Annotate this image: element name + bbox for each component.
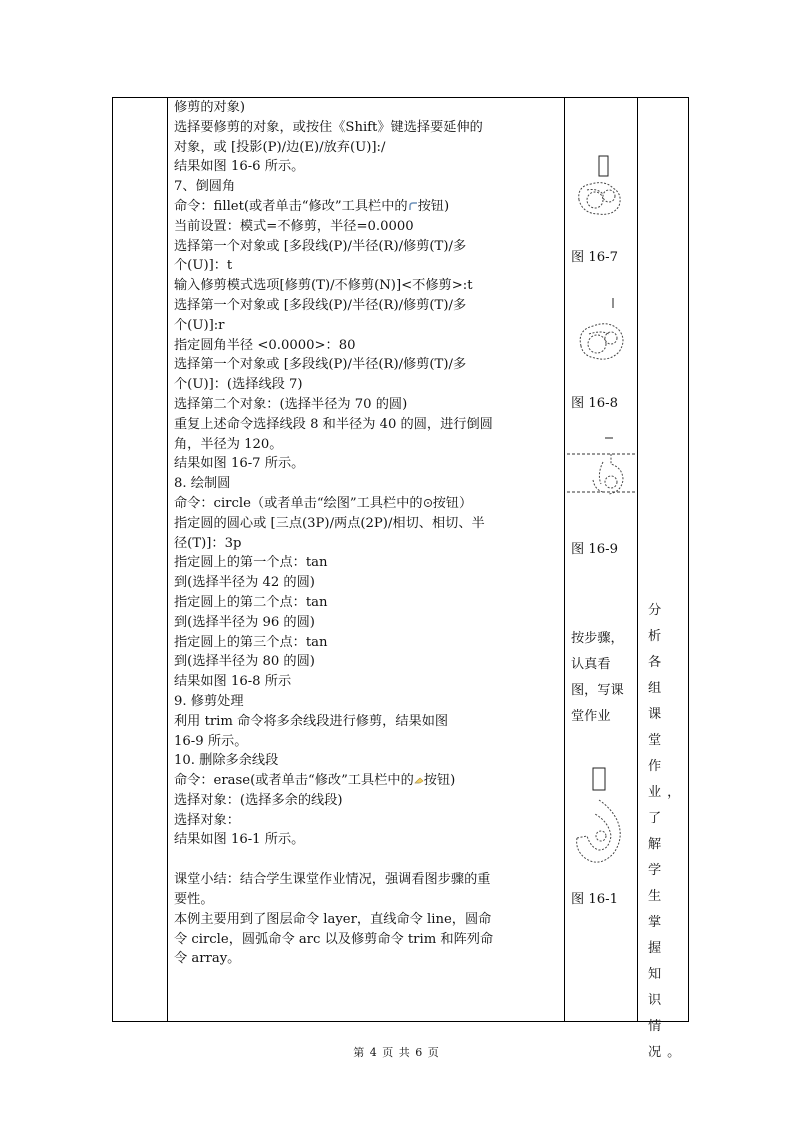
step-text: 按钮） [432,495,473,511]
step-line: 选择第一个对象或 [多段线(P)/半径(R)/修剪(T)/多 [174,357,467,373]
erase-icon [414,772,424,782]
step-line: 修剪的对象) [174,100,246,115]
instruction-note [571,626,633,730]
figure-caption: 图 16-8 [571,396,619,411]
circle-icon [423,495,433,505]
instruction-line: 认真看 [571,657,611,672]
step-line: 到(选择半径为 96 的圆) [174,614,315,630]
step-line [174,494,558,514]
step-line: 选择对象：(选择多余的线段) [174,792,343,808]
step-line: 角，半径为 120。 [174,436,283,452]
step-text: 命令：circle（或者单击“绘图”工具栏中的 [174,495,423,511]
figure-16-9-drawing [567,434,635,504]
step-line: 选择第一个对象或 [多段线(P)/半径(R)/修剪(T)/多 [174,238,467,254]
step-line: 选择要修剪的对象，或按住《Shift》键选择要延伸的 [174,119,483,135]
step-heading: 7、倒圆角 [174,179,236,195]
step-line: 指定圆的圆心或 [三点(3P)/两点(2P)/相切、相切、半 [174,515,485,531]
figure-caption: 图 16-1 [571,892,619,907]
summary-line: 令 circle，圆弧命令 arc 以及修剪命令 trim 和阵列命 [174,931,494,947]
step-line: 到(选择半径为 42 的圆) [174,575,315,591]
step-line: 结果如图 16-8 所示 [174,674,292,690]
instruction-line: 堂作业 [571,709,611,724]
figures-column [565,98,637,1021]
step-line: 个(U)]：(选择线段 7) [174,377,303,393]
page-footer: 第 4 页 共 6 页 [353,1046,440,1059]
step-heading: 8. 绘制圆 [174,476,231,492]
blank-line [174,850,558,870]
remark-cell [638,98,689,1060]
step-line: 个(U)]:r [174,317,225,333]
step-line: 结果如图 16-1 所示。 [174,832,305,848]
step-line: 重复上述命令选择线段 8 和半径为 40 的圆，进行倒圆 [174,416,493,432]
figure-caption: 图 16-9 [571,542,619,557]
figure-caption: 图 16-7 [571,250,619,265]
step-line: 选择对象： [174,812,240,828]
step-line: 到(选择半径为 80 的圆) [174,654,315,670]
step-heading: 9. 修剪处理 [174,693,244,709]
figure-16-7-drawing [569,154,633,224]
step-line: 选择第一个对象或 [多段线(P)/半径(R)/修剪(T)/多 [174,297,467,313]
step-line [174,771,558,791]
step-line: 利用 trim 命令将多余线段进行修剪，结果如图 [174,713,449,729]
figure-16-8-drawing [569,296,633,366]
step-line: 16-9 所示。 [174,733,248,749]
step-line: 选择第二个对象：(选择半径为 70 的圆) [174,396,408,412]
fillet-icon [408,198,418,208]
instruction-line: 图，写课 [571,683,624,698]
step-heading: 10. 删除多余线段 [174,753,279,769]
summary-line: 要性。 [174,892,214,908]
step-line: 径(T)]：3p [174,535,242,551]
step-text: 命令：erase(或者单击“修改”工具栏中的 [174,773,414,789]
step-text: 按钮) [423,773,456,789]
steps-cell [168,98,565,1022]
step-line: 指定圆上的第三个点：tan [174,634,328,650]
step-line: 输入修剪模式选项[修剪(T)/不修剪(N)]<不修剪>:t [174,278,473,294]
figures-cell [565,98,638,1022]
step-line: 结果如图 16-7 所示。 [174,456,305,472]
steps-text [168,98,564,969]
remark-text: 分析各组课堂作业，了解学生掌握知识情况。 [648,603,687,1060]
step-line: 指定圆上的第一个点：tan [174,555,328,571]
step-line: 对象，或 [投影(P)/边(E)/放弃(U)]:/ [174,139,386,155]
figure-16-1-drawing [569,764,633,874]
step-line: 指定圆上的第二个点：tan [174,594,328,610]
step-text: 按钮) [417,198,450,214]
step-line: 个(U)]：t [174,258,233,274]
step-line: 当前设置：模式=不修剪，半径=0.0000 [174,218,414,234]
summary-line: 课堂小结：结合学生课堂作业情况，强调看图步骤的重 [174,872,491,888]
summary-line: 本例主要用到了图层命令 layer，直线命令 line，圆命 [174,911,492,927]
step-line: 结果如图 16-6 所示。 [174,159,305,175]
empty-column [113,98,168,1022]
step-text: 命令：fillet(或者单击“修改”工具栏中的 [174,198,408,214]
instruction-line: 按步骤， [571,631,624,646]
summary-line: 令 array。 [174,951,241,967]
step-line: 指定圆角半径 <0.0000>：80 [174,337,356,353]
step-line [174,197,558,217]
